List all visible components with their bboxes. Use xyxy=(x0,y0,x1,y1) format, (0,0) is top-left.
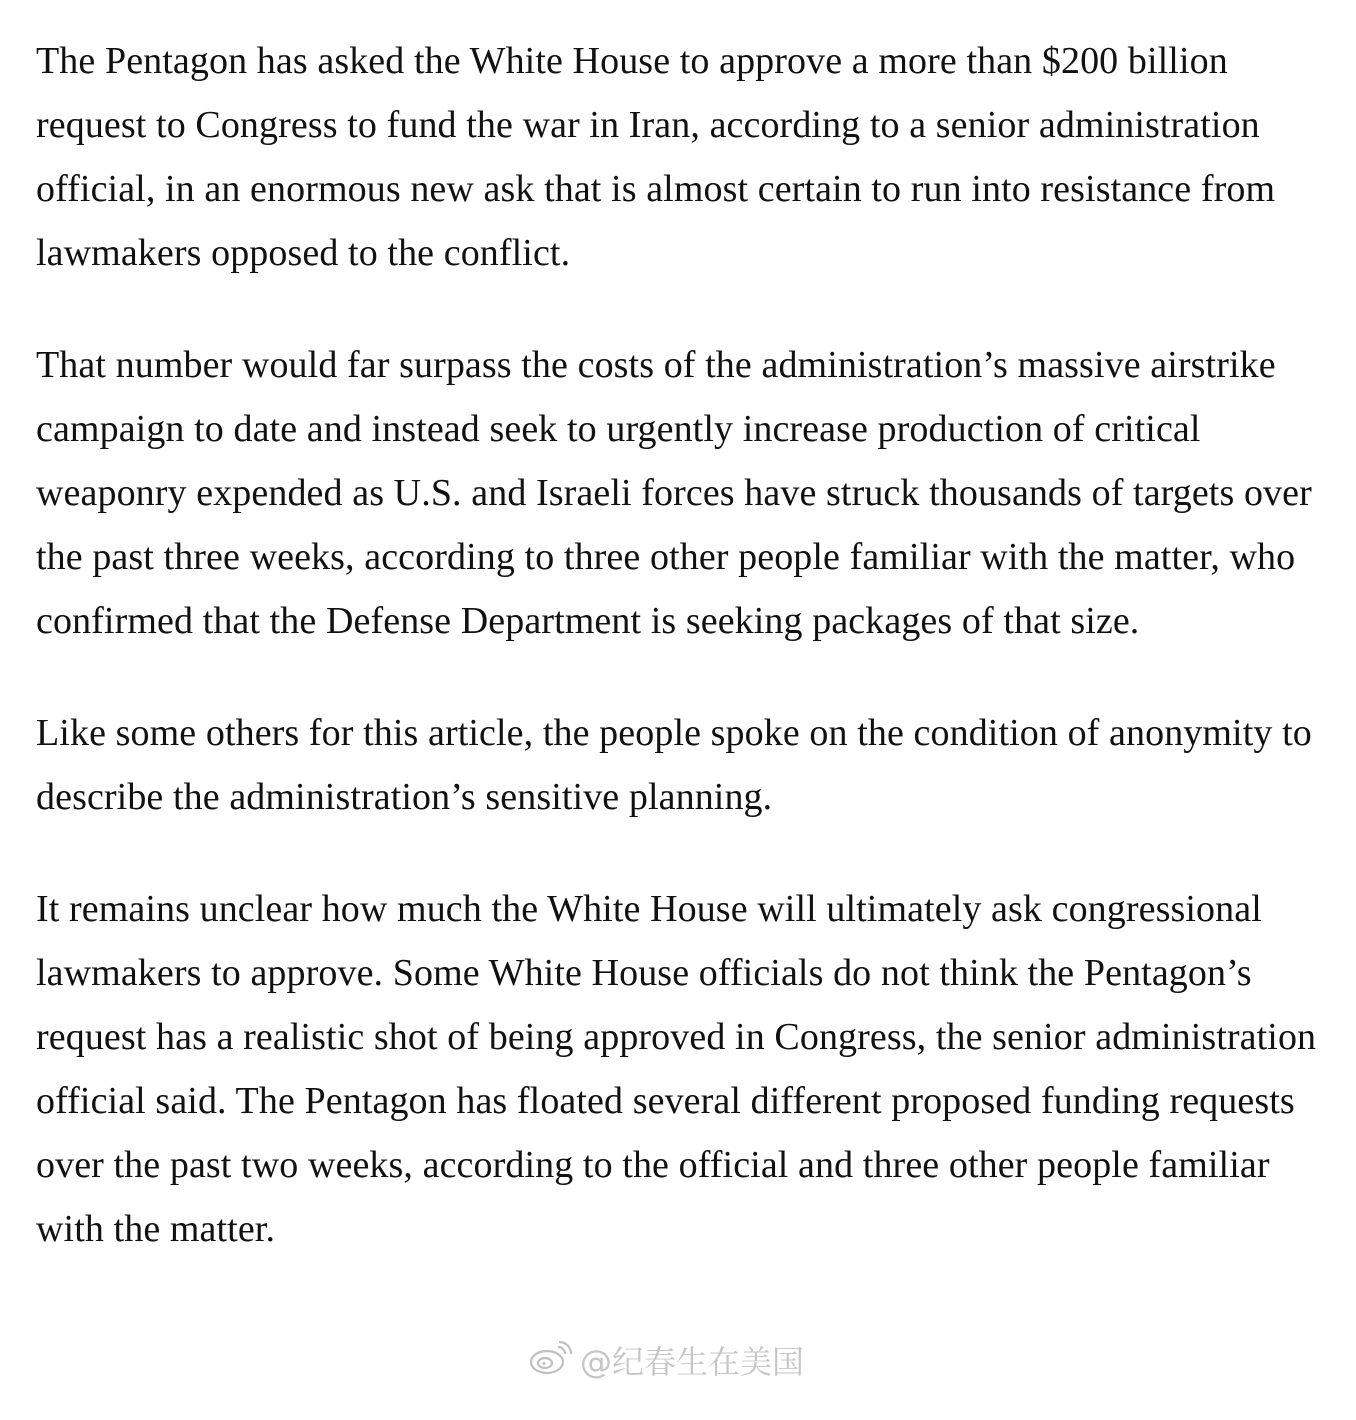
article-body xyxy=(36,29,1326,1261)
weibo-icon xyxy=(528,1338,574,1385)
weibo-watermark xyxy=(528,1338,804,1385)
watermark-text: @纪春生在美国 xyxy=(580,1342,805,1381)
paragraph-1: The Pentagon has asked the White House to approve a more than $200 billion request to Congress to fund the war in Iran, according to a senior administration official, in an enormous new ask that is almost certain to run into resistance from lawmakers opposed to the conflict. xyxy=(36,40,1276,274)
paragraph-2: That number would far surpass the costs of the administration’s massive airstrike campaign to date and instead seek to urgently increase production of critical weaponry expended as U.S. and Israeli forces have struck thousands of targets over the past three weeks, according to three other people familiar with the matter, who confirmed that the Defense Department is seeking packages of that size. xyxy=(36,344,1312,642)
paragraph-3: Like some others for this article, the people spoke on the condition of anonymity to describe the administration’s sensitive planning. xyxy=(36,712,1312,818)
paragraph-4: It remains unclear how much the White House will ultimately ask congressional lawmakers to approve. Some White House officials do not think the Pentagon’s request has a realistic shot of being approved in Congress, the senior administration official said. The Pentagon has floated several different proposed funding requests over the past two weeks, according to the official and three other people familiar with the matter. xyxy=(36,888,1317,1250)
